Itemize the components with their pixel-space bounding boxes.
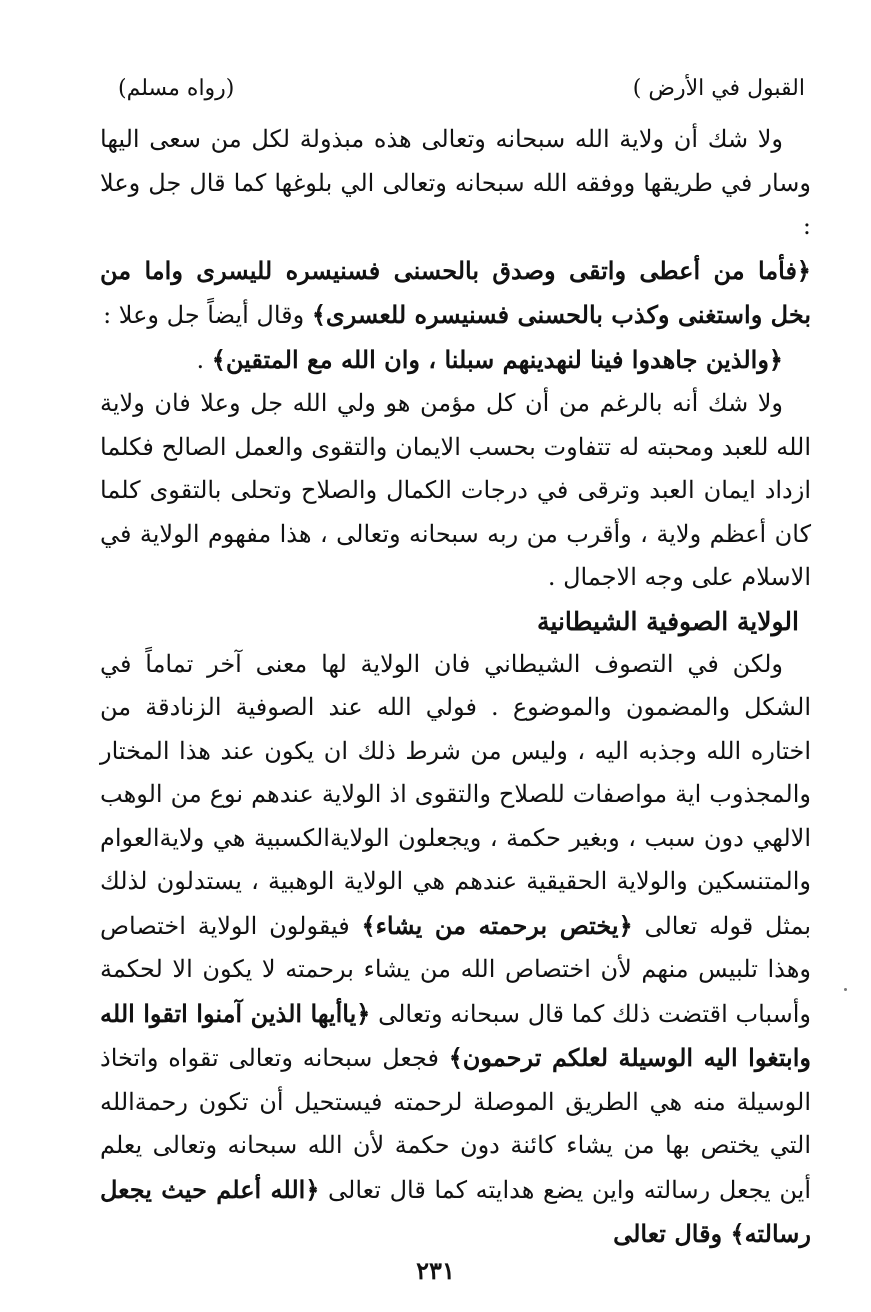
- paragraph-text: فيقولون الولاية اختصاص وهذا تلبيس منهم لأن اختصاص الله من يشاء برحمته لا يكون الا لحكمة وأسباب اقتضت ذلك كما قال سبحانه وتعالى: [100, 911, 812, 1028]
- quran-verse-risala: ﴿الله أعلم حيث يجعل رسالته﴾: [100, 1174, 811, 1248]
- paragraph-text: ولكن في التصوف الشيطاني فان الولاية لها معنى آخر تماماً في الشكل والمضمون والموضوع . فولي الله عند الصوفية الزنادقة من اختاره الله وجذبه اليه ، وليس من شرط ذلك ان يكون عند هذا المختار والمجذوب اية مواصفات للصلاح والتقوى اذ الولاية عندهم نوع من الوهب الالهي دون سبب ، وبغير حكمة ، ويجعلون الولايةالكسبية هي ولايةالعوام والمتنسكين والولاية الحقيقية عندهم هي الولاية الوهبية ، يستدلون لذلك بمثل قوله تعالى: [100, 649, 812, 940]
- page-header: [118, 76, 805, 116]
- paragraph-text: وقال أيضاً جل وعلا :: [103, 301, 312, 329]
- paragraph-text: ولا شك أن ولاية الله سبحانه وتعالى هذه مبذولة لكل من سعى اليها وسار في طريقها ووفقه الله سبحانه وتعالى الي بلوغها كما قال جل وعلا :: [100, 125, 811, 240]
- paragraph-text: ولا شك أنه بالرغم من أن كل مؤمن هو ولي الله جل وعلا فان ولاية الله للعبد ومحبته له تتفاوت بحسب الايمان والتقوى والعمل الصالح فكلما ازداد ايمان العبد وترقى في درجات الكمال والصلاح وتحلى بالتقوى كلما كان أعظم ولاية ، وأقرب من ربه سبحانه وتعالى ، هذا مفهوم الولاية في الاسلام على وجه الاجمال .: [100, 389, 812, 591]
- header-citation: (رواه مسلم): [118, 76, 235, 101]
- quran-verse-yakhtas: ﴿يختص برحمته من يشاء﴾: [361, 910, 633, 940]
- section-heading: الولاية الصوفية الشيطانية: [537, 606, 799, 636]
- quran-verse-wasila: ﴿ياأيها الذين آمنوا اتقوا الله وابتغوا اليه الوسيلة لعلكم ترحمون﴾: [100, 998, 811, 1072]
- paragraph-verse-ankabut: [100, 338, 811, 383]
- paragraph-sufi-wilaya: [100, 643, 811, 1257]
- paragraph-wilaya-open: [100, 118, 811, 338]
- page-number: ٢٣١: [416, 1256, 455, 1285]
- paragraph-trailing-text: وقال تعالى: [613, 1219, 731, 1248]
- body-text: [100, 118, 811, 1257]
- header-quote-end: القبول في الأرض ): [632, 76, 805, 101]
- paragraph-text: .: [196, 345, 212, 374]
- quran-verse-lail: ﴿فأما من أعطى واتقى وصدق بالحسنى فسنيسره لليسرى واما من بخل واستغنى وكذب بالحسنى فسنيسره للعسرى﴾: [100, 255, 811, 329]
- quran-verse-ankabut: ﴿والذين جاهدوا فينا لنهدينهم سبلنا ، وان الله مع المتقين﴾: [211, 344, 783, 374]
- paragraph-text: فجعل سبحانه وتعالى تقواه واتخاذ الوسيلة منه هي الطريق الموصلة لرحمته فيستحيل أن تكون رحمةالله التي يختص بها من يشاء كائنة دون حكمة لأن الله سبحانه وتعالى يعلم أين يجعل رسالته واين يضع هدايته كما قال تعالى: [100, 1044, 811, 1204]
- paragraph-wilaya-degrees: [100, 382, 811, 600]
- margin-mark: [844, 988, 847, 991]
